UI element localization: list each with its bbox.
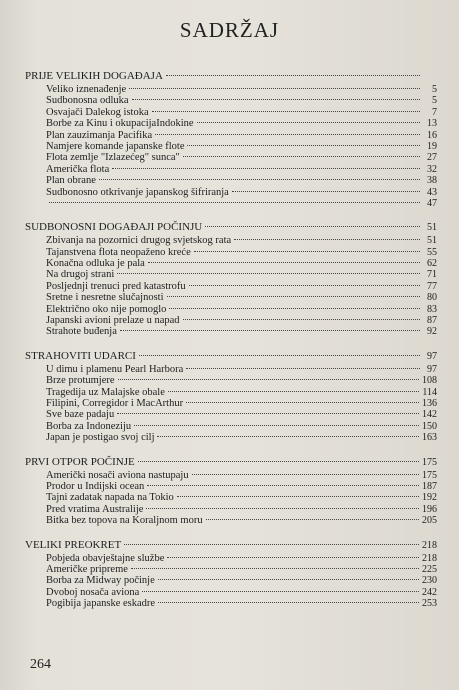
entry-page-number: 32	[427, 163, 437, 175]
dot-leader	[232, 191, 420, 192]
toc-entry	[25, 247, 437, 258]
entry-title: Pogibija japanske eskadre	[46, 598, 156, 610]
section-heading	[25, 350, 437, 363]
entry-title: Plan obrane	[46, 175, 96, 187]
dot-leader	[132, 99, 420, 100]
toc-entry	[25, 315, 437, 326]
section-heading-title: SUDBONOSNI DOGAĐAJI POČINJU	[25, 221, 203, 234]
entry-page-number: 87	[427, 315, 437, 327]
entry-page-number: 38	[427, 175, 437, 187]
entry-page-number: 225	[422, 563, 437, 575]
section-page-number: 51	[427, 222, 437, 234]
toc-entry	[25, 481, 437, 492]
entry-page-number: 136	[422, 397, 437, 409]
toc-entry	[25, 470, 437, 481]
entry-title: Pobjeda obavještajne službe	[46, 552, 165, 564]
entry-title: Namjere komande japanske flote	[46, 140, 185, 152]
dot-leader	[134, 425, 419, 426]
toc-entry	[25, 598, 437, 609]
entry-page-number: 150	[422, 420, 437, 432]
entry-title: Borba za Indoneziju	[46, 420, 132, 432]
entry-title: Osvajači Dalekog istoka	[46, 106, 149, 118]
entry-page-number: 80	[427, 292, 437, 304]
dot-leader	[147, 485, 419, 486]
entry-title: Flota zemlje "Izlazećeg" sunca"	[46, 152, 180, 164]
entry-title: Strahote buđenja	[46, 326, 117, 338]
toc-entry	[25, 187, 437, 198]
dot-leader	[146, 508, 419, 509]
entry-page-number: 205	[422, 515, 437, 527]
entry-page-number: 7	[432, 106, 437, 118]
dot-leader	[206, 519, 419, 520]
toc-section	[25, 70, 437, 209]
entry-title: Borba za Midway počinje	[46, 575, 155, 587]
entry-title: Američka flota	[46, 163, 110, 175]
entry-title: Dvoboj nosača aviona	[46, 586, 140, 598]
dot-leader	[187, 145, 420, 146]
dot-leader	[148, 262, 420, 263]
dot-leader	[99, 179, 420, 180]
dot-leader	[117, 413, 419, 414]
entry-page-number: 142	[422, 409, 437, 421]
toc-entry	[25, 587, 437, 598]
entry-title: Tajanstvena flota neopaženo kreće	[46, 246, 191, 258]
entry-title: Na drugoj strani	[46, 269, 115, 281]
toc-entry	[25, 504, 437, 515]
entry-title: Plan zauzimanja Pacifika	[46, 129, 153, 141]
entry-title: Japanski avioni prelaze u napad	[46, 315, 180, 327]
entry-page-number: 5	[432, 84, 437, 95]
section-heading	[25, 456, 437, 469]
toc-entry	[25, 175, 437, 186]
toc-entry	[25, 152, 437, 163]
entry-page-number: 253	[422, 598, 437, 610]
entry-page-number: 187	[422, 480, 437, 492]
entry-page-number: 196	[422, 503, 437, 515]
entry-page-number: 108	[422, 375, 437, 387]
toc-entry	[25, 235, 437, 246]
toc-entry	[25, 95, 437, 106]
section-page-number: 175	[422, 456, 437, 468]
dot-leader	[189, 285, 420, 286]
dot-leader	[167, 557, 419, 558]
section-heading	[25, 539, 437, 552]
toc-entry	[25, 304, 437, 315]
dot-leader	[152, 111, 420, 112]
toc-section	[25, 539, 437, 610]
entry-title: Veliko iznenađenje	[46, 84, 127, 95]
entry-page-number: 19	[427, 140, 437, 152]
section-heading	[25, 221, 437, 234]
entry-title: Filipini, Corregidor i MacArthur	[46, 397, 184, 409]
entry-title: Sve baze padaju	[46, 409, 115, 421]
dot-leader	[183, 156, 420, 157]
dot-leader	[197, 122, 420, 123]
entry-page-number: 114	[422, 386, 437, 398]
entry-title: Brze protumjere	[46, 375, 115, 387]
dot-leader	[167, 296, 420, 297]
section-heading-title: PRVI OTPOR POČINJE	[25, 455, 135, 468]
entry-title: Konačna odluka je pala	[46, 258, 145, 270]
entry-page-number: 242	[422, 586, 437, 598]
entry-page-number: 13	[427, 118, 437, 130]
toc-section	[25, 350, 437, 444]
toc-entry	[25, 326, 437, 337]
entry-page-number: 192	[422, 492, 437, 504]
section-page-number: 218	[422, 539, 437, 551]
toc-entry	[25, 409, 437, 420]
entry-title: Tajni zadatak napada na Tokio	[46, 492, 174, 504]
entry-title: Američki nosači aviona nastupaju	[46, 469, 189, 481]
entry-title: Posljednji trenuci pred katastrofu	[46, 280, 186, 292]
toc-entry	[25, 515, 437, 526]
entry-title: U dimu i plamenu Pearl Harbora	[46, 363, 184, 375]
entry-page-number: 47	[427, 197, 437, 209]
entry-title: Prodor u Indijski ocean	[46, 480, 145, 492]
toc-entry	[25, 387, 437, 398]
toc-entry	[25, 432, 437, 443]
entry-title: Pred vratima Australije	[46, 503, 144, 515]
entry-title: Sudbonosno otkrivanje japanskog šifriranja	[46, 186, 229, 198]
dot-leader	[117, 273, 420, 274]
entry-title: Tragedija uz Malajske obale	[46, 386, 165, 398]
toc-section	[25, 221, 437, 338]
dot-leader	[158, 602, 419, 603]
entry-page-number: 92	[427, 326, 437, 338]
dot-leader	[118, 379, 419, 380]
dot-leader	[186, 368, 420, 369]
entry-page-number: 83	[427, 303, 437, 315]
toc-entry	[25, 281, 437, 292]
dot-leader	[129, 88, 420, 89]
dot-leader	[205, 226, 420, 227]
entry-page-number: 62	[427, 258, 437, 270]
entry-title: Bitka bez topova na Koraljnom moru	[46, 515, 203, 527]
toc-entry	[25, 198, 437, 209]
toc-entry	[25, 141, 437, 152]
entry-page-number: 175	[422, 469, 437, 481]
dot-leader	[49, 202, 420, 203]
entry-title: Američke pripreme	[46, 563, 128, 575]
dot-leader	[158, 579, 419, 580]
entry-title: Sretne i nesretne slučajnosti	[46, 292, 164, 304]
dot-leader	[131, 568, 419, 569]
entry-title: Električno oko nije pomoglo	[46, 303, 167, 315]
entry-page-number: 77	[427, 280, 437, 292]
toc-entry	[25, 164, 437, 175]
entry-page-number: 218	[422, 552, 437, 564]
dot-leader	[183, 319, 420, 320]
entry-page-number: 55	[427, 246, 437, 258]
page-title: SADRŽAJ	[179, 18, 280, 42]
toc-entry	[25, 564, 437, 575]
dot-leader	[186, 402, 419, 403]
entry-page-number: 16	[427, 129, 437, 141]
dot-leader	[157, 436, 419, 437]
entry-page-number: 5	[432, 95, 437, 107]
dot-leader	[169, 308, 420, 309]
entry-page-number: 97	[427, 363, 437, 375]
dot-leader	[120, 330, 420, 331]
toc-entry	[25, 421, 437, 432]
table-of-contents	[25, 70, 437, 621]
entry-page-number: 163	[422, 432, 437, 444]
toc-section	[25, 456, 437, 527]
section-heading-title: STRAHOVITI UDARCI	[25, 349, 136, 362]
entry-title: Japan je postigao svoj cilj	[46, 432, 155, 444]
section-page-number: 97	[427, 350, 437, 362]
toc-entry	[25, 258, 437, 269]
toc-entry	[25, 553, 437, 564]
toc-entry	[25, 364, 437, 375]
entry-title: Borbe za Kinu i okupacijaIndokine	[46, 118, 194, 130]
entry-title: Zbivanja na pozornici drugog svjetskog rata	[46, 235, 232, 247]
toc-entry	[25, 575, 437, 586]
dot-leader	[112, 168, 420, 169]
dot-leader	[192, 474, 419, 475]
toc-entry	[25, 84, 437, 95]
dot-leader	[142, 591, 419, 592]
section-heading-title: VELIKI PREOKRET	[25, 538, 122, 551]
toc-entry	[25, 398, 437, 409]
dot-leader	[177, 496, 419, 497]
dot-leader	[155, 134, 420, 135]
dot-leader	[139, 355, 420, 356]
page-number: 264	[30, 657, 51, 672]
dot-leader	[124, 544, 419, 545]
entry-page-number: 51	[427, 235, 437, 247]
toc-entry	[25, 375, 437, 386]
dot-leader	[166, 75, 420, 76]
section-heading	[25, 70, 437, 83]
dot-leader	[168, 391, 419, 392]
toc-entry	[25, 107, 437, 118]
toc-entry	[25, 492, 437, 503]
toc-entry	[25, 130, 437, 141]
entry-title: Sudbonosna odluka	[46, 95, 129, 107]
toc-entry	[25, 269, 437, 280]
dot-leader	[194, 251, 420, 252]
entry-page-number: 27	[427, 152, 437, 164]
section-heading-title: PRIJE VELIKIH DOGAĐAJA	[25, 70, 163, 82]
entry-page-number: 43	[427, 186, 437, 198]
dot-leader	[234, 239, 420, 240]
toc-entry	[25, 118, 437, 129]
toc-entry	[25, 292, 437, 303]
entry-page-number: 71	[427, 269, 437, 281]
dot-leader	[138, 461, 419, 462]
entry-page-number: 230	[422, 575, 437, 587]
